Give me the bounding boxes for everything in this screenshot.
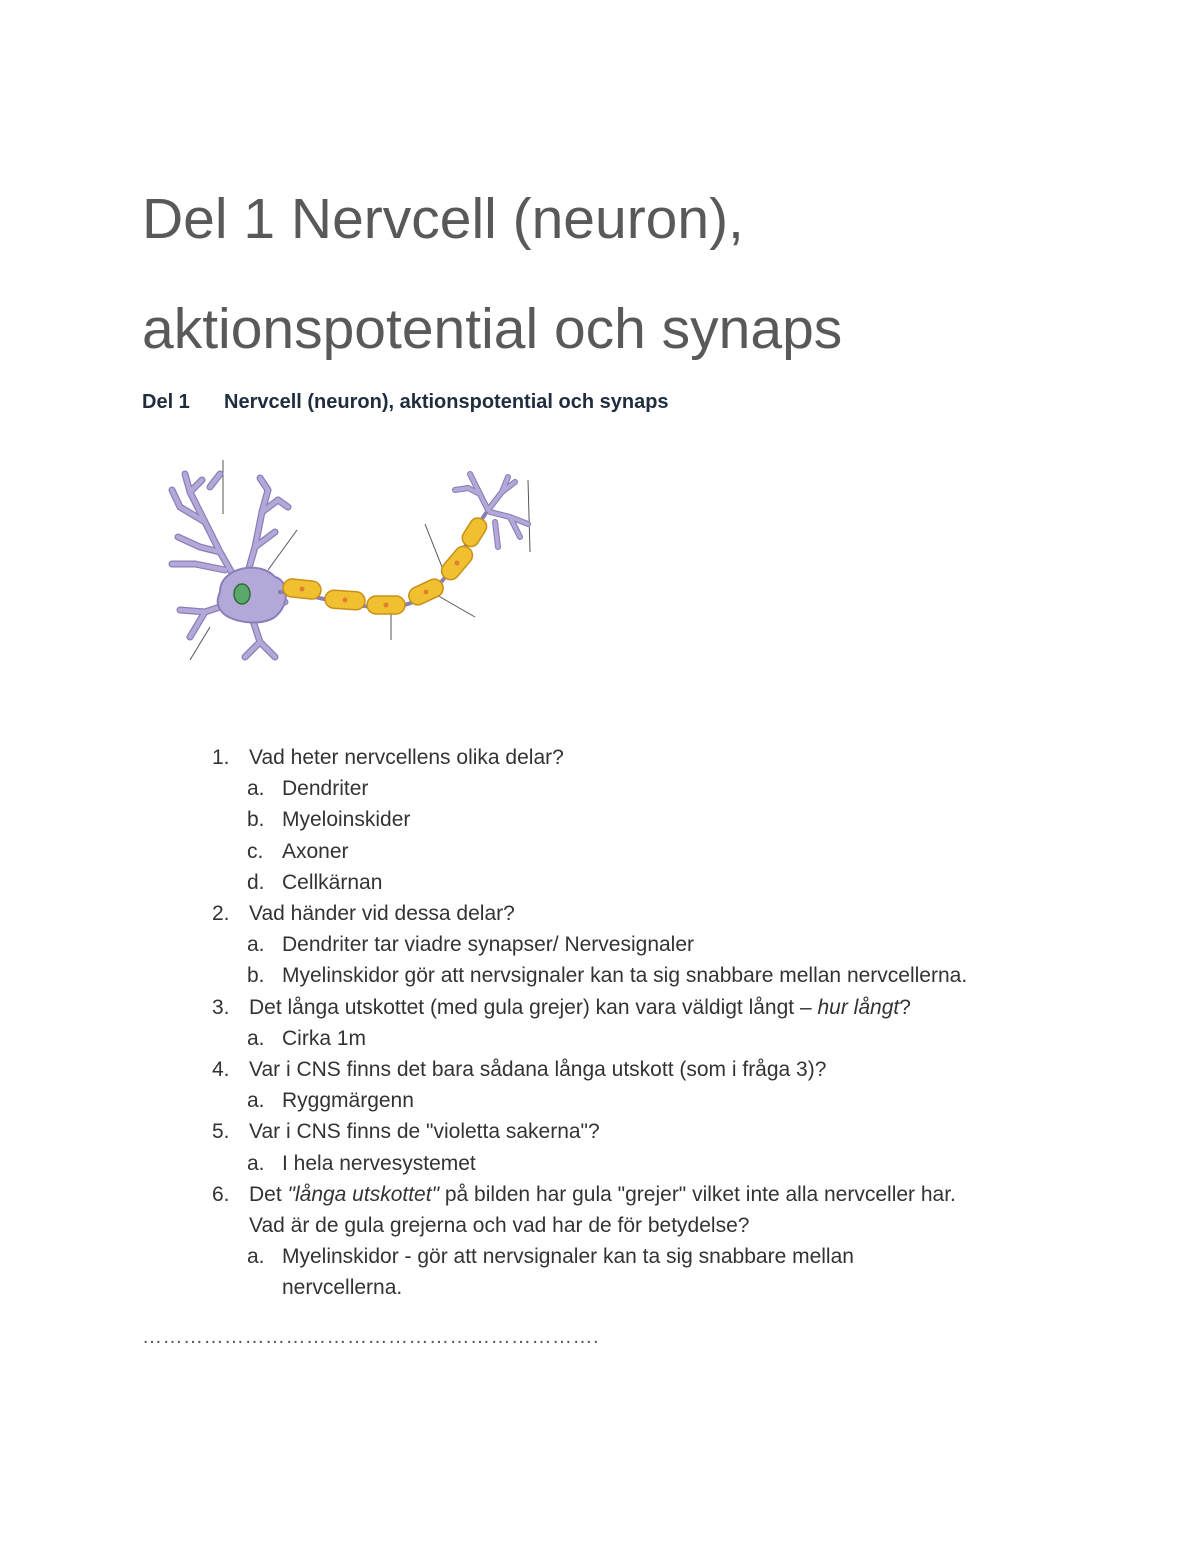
question-text: Vad heter nervcellens olika delar?: [249, 746, 564, 769]
answer-text: Axoner: [282, 839, 349, 863]
answer-text: Ryggmärgenn: [282, 1089, 414, 1113]
question-text: Vad händer vid dessa delar?: [249, 902, 515, 926]
answer-text: Myelinskidor gör att nervsignaler kan ta sig snabbare mellan nervcellerna.: [282, 964, 968, 988]
question-text: [249, 1183, 956, 1206]
question-text: Var i CNS finns de "violetta sakerna"?: [249, 1120, 600, 1144]
question-text-part: Det långa utskottet (med gula grejer) kan vara väldigt långt –: [249, 995, 818, 1019]
question-number: 6.: [212, 1182, 230, 1206]
question-4: [212, 1054, 1092, 1085]
section-heading: [142, 391, 669, 414]
page-title-line-2: aktionspotential och synaps: [142, 297, 843, 361]
question-3: [212, 992, 1092, 1023]
question-text-part: på bilden har gula "grejer" vilket inte alla nervceller har.: [439, 1182, 956, 1206]
question-text-emphasis: hur långt: [817, 995, 900, 1019]
question-text-part: ?: [899, 995, 911, 1019]
answer-text-line-2: nervcellerna.: [282, 1276, 403, 1300]
question-text-emphasis: "långa utskottet": [287, 1182, 440, 1206]
question-1: [212, 742, 1092, 773]
answer-letter: a.: [247, 1245, 265, 1269]
answer-item: [212, 836, 1092, 867]
answer-text: Dendriter: [282, 777, 369, 801]
answer-item: [212, 1148, 1092, 1179]
answer-letter: a.: [247, 777, 265, 801]
cell-body: [218, 568, 286, 623]
answer-item: [212, 867, 1092, 898]
question-text: [249, 996, 911, 1019]
question-text-part: Det: [249, 1182, 288, 1206]
answer-item: [212, 1085, 1092, 1116]
answer-item: [212, 1023, 1092, 1054]
question-text-line-2: Vad är de gula grejerna och vad har de för betydelse?: [249, 1214, 750, 1238]
answer-letter: d.: [247, 870, 265, 894]
answer-text: Cirka 1m: [282, 1026, 367, 1050]
answer-letter: b.: [247, 808, 265, 832]
answer-letter: a.: [247, 1151, 265, 1175]
answer-text: Myelinskidor - gör att nervsignaler kan ta sig snabbare mellan: [282, 1245, 854, 1269]
question-list: [212, 742, 1092, 1304]
answer-letter: a.: [247, 1089, 265, 1113]
answer-item: [212, 804, 1092, 835]
question-number: 2.: [212, 902, 230, 926]
answer-letter: a.: [247, 933, 265, 957]
question-2: [212, 898, 1092, 929]
neuron-diagram-icon: [150, 452, 550, 672]
answer-text: I hela nervesystemet: [282, 1151, 476, 1175]
page-title: [142, 164, 1102, 384]
question-number: 4.: [212, 1058, 230, 1082]
answer-text: Cellkärnan: [282, 870, 383, 894]
question-number: 3.: [212, 995, 230, 1019]
section-heading-text: Nervcell (neuron), aktionspotential och synaps: [224, 391, 669, 413]
answer-text: Dendriter tar viadre synapser/ Nervesignaler: [282, 933, 695, 957]
question-number: 1.: [212, 746, 230, 769]
question-6: [212, 1179, 1092, 1241]
answer-item: [212, 1241, 1092, 1303]
answer-letter: b.: [247, 964, 265, 988]
answer-text: Myeloinskider: [282, 808, 411, 832]
answer-letter: a.: [247, 1026, 265, 1050]
question-text: Var i CNS finns det bara sådana långa utskott (som i fråga 3)?: [249, 1058, 827, 1082]
nucleus: [234, 584, 250, 604]
question-5: [212, 1116, 1092, 1147]
answer-item: [212, 960, 1092, 991]
answer-item: [212, 929, 1092, 960]
answer-letter: c.: [247, 839, 264, 863]
dotted-separator: ………………………………………………………….: [142, 1326, 600, 1348]
page-title-line-1: Del 1 Nervcell (neuron),: [142, 187, 744, 251]
section-number: Del 1: [142, 391, 190, 413]
answer-item: [212, 773, 1092, 804]
question-number: 5.: [212, 1120, 230, 1144]
myelin-sheaths: [282, 515, 489, 614]
